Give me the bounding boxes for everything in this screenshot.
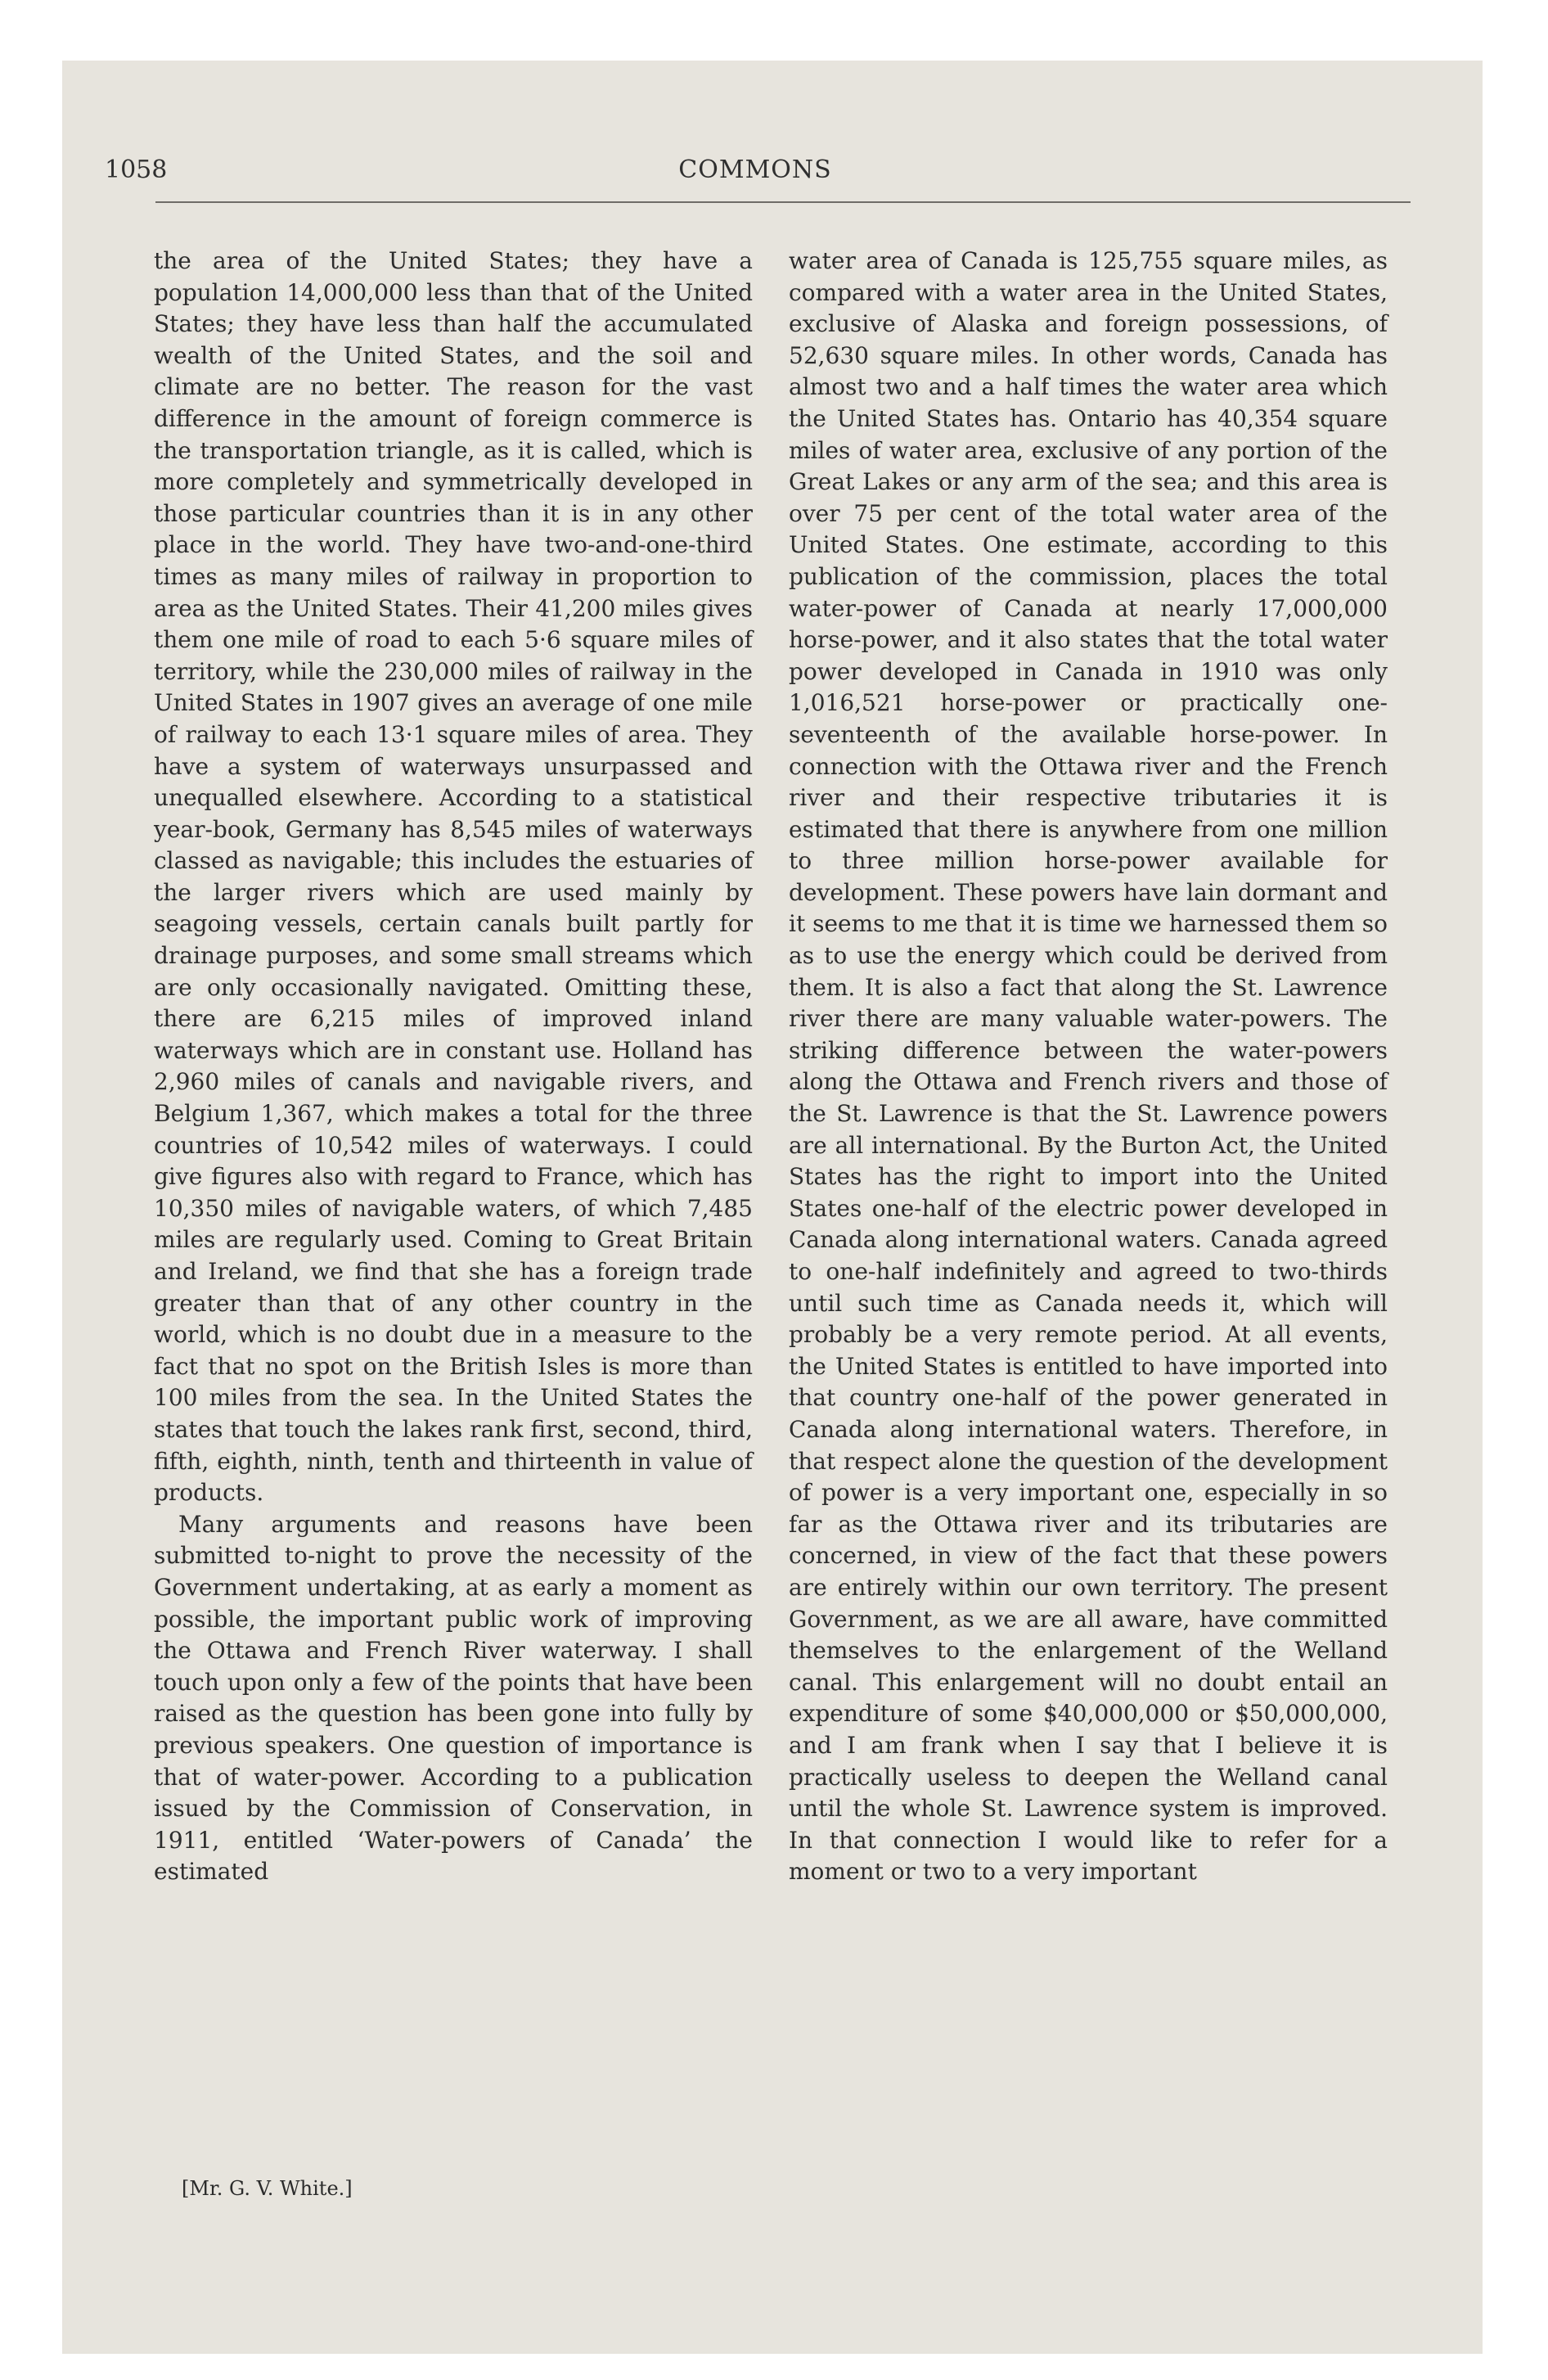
right-paragraph-1: water area of Canada is 125,755 square miles, as compared with a water area in the United States, exclusive of Alaska and foreign possessions, of 52,630 square miles. In other words, Canada has almost two and a half times the water area which the United States has. Ontario has 40,354 square miles of water area, exclusive of any portion of the Great Lakes or any arm of the sea; and this area is over 75 per cent of the total water area of the United States. One estimate, according to this publication of the commission, places the total water-power of Canada at nearly 17,000,000 horse-power, and it also states that the total water power developed in Canada in 1910 was only 1,016,521 horse-power or practically one-seventeenth of the available horse-power. In connection with the Ottawa river and the French river and their respective tributaries it is estimated that there is anywhere from one million to three million horse-power available for development. These powers have lain dormant and it seems to me that it is time we harnessed them so as to use the energy which could be derived from them. It is also a fact that along the St. Lawrence river there are many valuable water-powers. The striking difference between the water-powers along the Ottawa and French rivers and those of the St. Lawrence is that the St. Lawrence powers are all international. By the Burton Act, the United States has the right to import into the United States one-half of the electric power developed in Canada along international waters. Canada agreed to one-half indefinitely and agreed to two-thirds until such time as Canada needs it, which will probably be a very remote period. At all events, the United States is entitled to have imported into that country one-half of the power generated in Canada along international waters. Therefore, in that respect alone the question of the development of power is a very important one, especially in so far as the Ottawa river and its tributaries are concerned, in view of the fact that these powers are entirely within our own territory. The present Government, as we are all aware, have committed themselves to the enlargement of the Welland canal. This enlargement will no doubt entail an expenditure of some $40,000,000 or $50,000,000, and I am frank when I say that I believe it is practically useless to deepen the Welland canal until the whole St. Lawrence system is improved. In that connection I would like to refer for a moment or two to a very important	[789, 247, 1388, 1886]
page-number: 1058	[105, 156, 168, 184]
page-title: COMMONS	[678, 156, 832, 184]
left-column	[154, 246, 753, 1888]
speaker-note: [Mr. G. V. White.]	[182, 2177, 353, 2200]
left-paragraph-2: Many arguments and reasons have been submitted to-night to prove the necessity of the Government undertaking, at as early a moment as possible, the important public work of improving the Ottawa and French River waterway. I shall touch upon only a few of the points that have been raised as the question has been gone into fully by previous speakers. One question of importance is that of water-power. According to a publication issued by the Commission of Conservation, in 1911, entitled ‘Water-powers of Canada’ the estimated	[154, 1510, 753, 1886]
left-paragraph-1: the area of the United States; they have a population 14,000,000 less than that of the United States; they have less than half the accumulated wealth of the United States, and the soil and climate are no better. The reason for the vast difference in the amount of foreign commerce is the transportation triangle, as it is called, which is more completely and symmetrically developed in those particular countries than it is in any other place in the world. They have two-and-one-third times as many miles of railway in proportion to area as the United States. Their 41,200 miles gives them one mile of road to each 5·6 square miles of territory, while the 230,000 miles of railway in the United States in 1907 gives an average of one mile of railway to each 13·1 square miles of area. They have a system of waterways unsurpassed and unequalled elsewhere. According to a statistical year-book, Germany has 8,545 miles of waterways classed as navigable; this includes the estuaries of the larger rivers which are used mainly by seagoing vessels, certain canals built partly for drainage purposes, and some small streams which are only occasionally navigated. Omitting these, there are 6,215 miles of improved inland waterways which are in constant use. Holland has 2,960 miles of canals and navigable rivers, and Belgium 1,367, which makes a total for the three countries of 10,542 miles of waterways. I could give figures also with regard to France, which has 10,350 miles of navigable waters, of which 7,485 miles are regularly used. Coming to Great Britain and Ireland, we find that she has a foreign trade greater than that of any other country in the world, which is no doubt due in a measure to the fact that no spot on the British Isles is more than 100 miles from the sea. In the United States the states that touch the lakes rank first, second, third, fifth, eighth, ninth, tenth and thirteenth in value of products.	[154, 247, 753, 1507]
running-head	[105, 156, 1406, 196]
header-rule	[155, 201, 1411, 203]
right-column	[789, 246, 1388, 1888]
